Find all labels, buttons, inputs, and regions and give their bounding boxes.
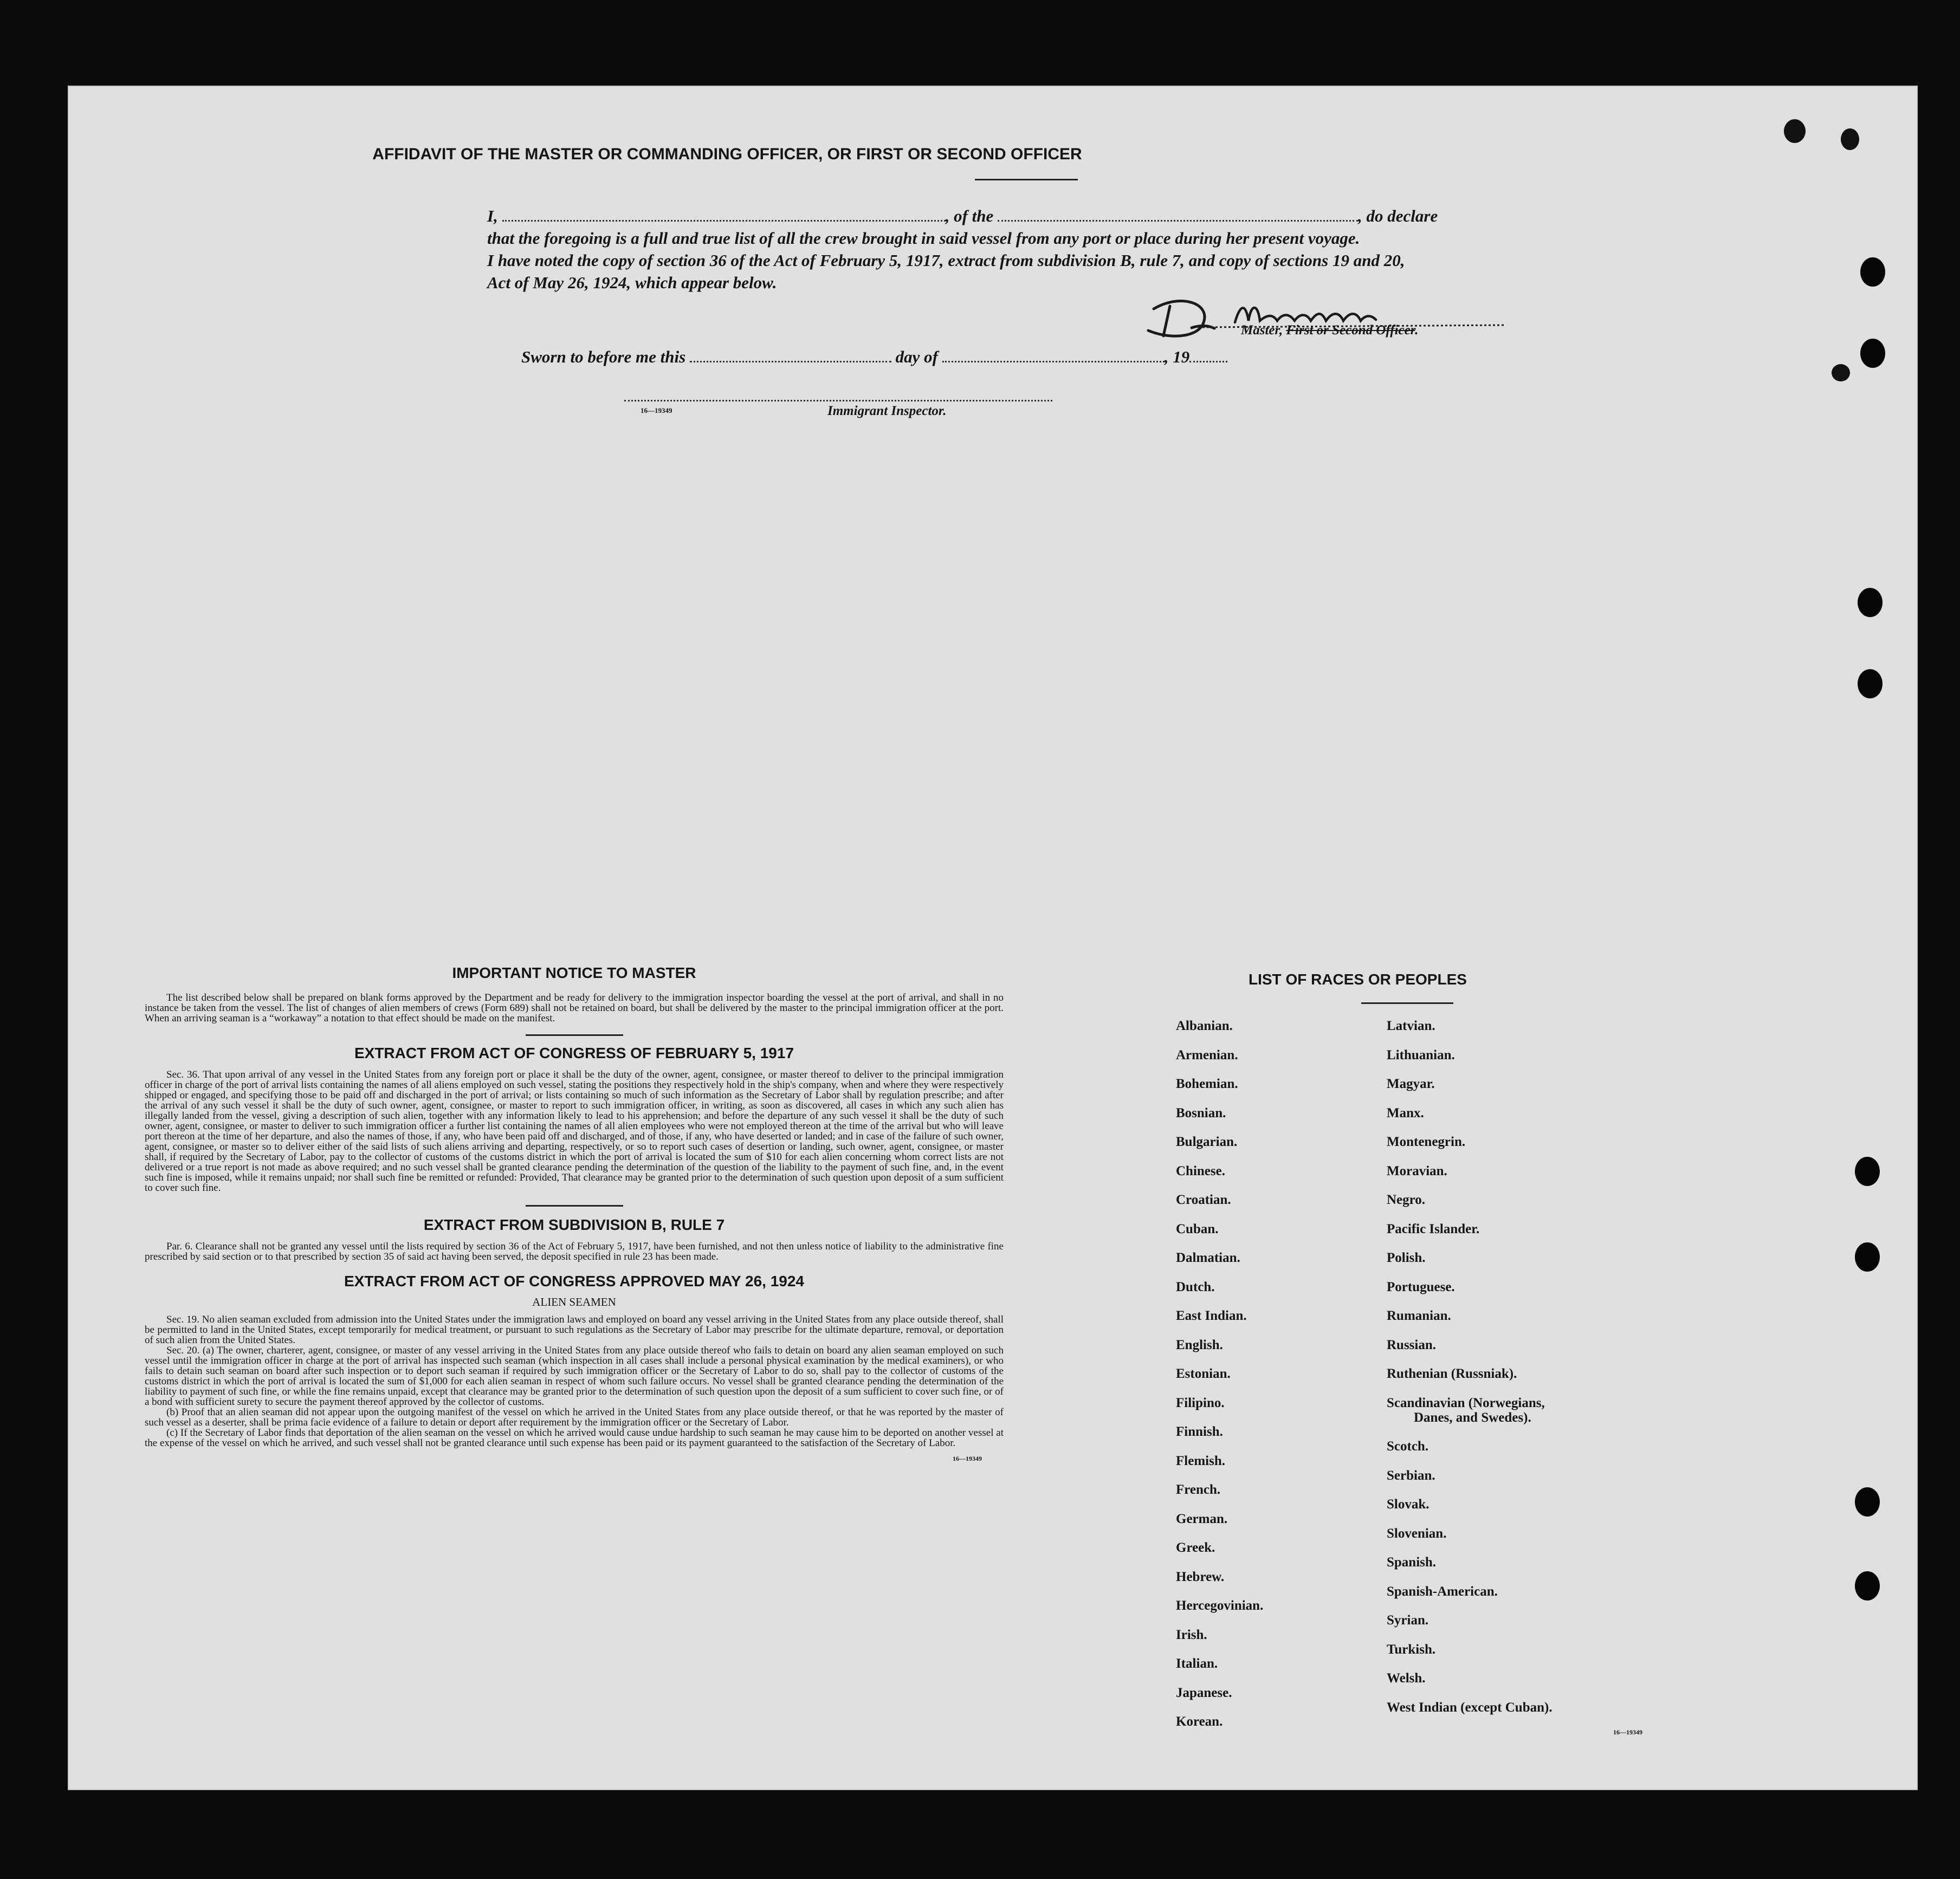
sworn-line	[521, 346, 1227, 368]
affidavit-form-number: 16—19349	[641, 406, 672, 414]
race-item: Negro.	[1387, 1193, 1426, 1207]
race-item: Turkish.	[1387, 1642, 1436, 1657]
race-item: German.	[1176, 1511, 1228, 1526]
declaration-line-4: Act of May 26, 1924, which appear below.	[487, 273, 777, 292]
sworn-day-field[interactable]	[690, 348, 891, 362]
race-item: Rumanian.	[1387, 1308, 1451, 1323]
race-item: Spanish.	[1387, 1555, 1437, 1570]
race-item: Italian.	[1176, 1656, 1218, 1671]
form-sheet	[68, 86, 1918, 1790]
notice-title: IMPORTANT NOTICE TO MASTER	[452, 964, 696, 981]
race-item: Irish.	[1176, 1627, 1207, 1642]
binder-hole	[1855, 1487, 1880, 1517]
race-item: Ruthenian (Russniak).	[1387, 1366, 1517, 1381]
race-item: Slovenian.	[1387, 1526, 1447, 1541]
declaration-line-2: that the foregoing is a full and true list of all the crew brought in said vessel from any port or place during her present voyage.	[487, 229, 1360, 248]
race-item: Polish.	[1387, 1250, 1426, 1265]
race-item: Korean.	[1176, 1714, 1223, 1729]
race-item: Japanese.	[1176, 1685, 1232, 1700]
races-right-column	[1387, 1019, 1723, 1729]
day-of-label: day of	[895, 347, 938, 366]
race-item: Spanish-American.	[1387, 1584, 1498, 1599]
declaration-line-3: I have noted the copy of section 36 of the Act of February 5, 1917, extract from subdivision B, rule 7, and copy of sections 19 and 20,	[487, 251, 1405, 270]
race-item: Filipino.	[1176, 1395, 1225, 1410]
inspector-label: Immigrant Inspector.	[827, 404, 947, 418]
race-item: Finnish.	[1176, 1424, 1223, 1439]
struck-officer-label: First or Second Officer	[1286, 323, 1415, 338]
race-item: English.	[1176, 1337, 1223, 1352]
race-item: Armenian.	[1176, 1047, 1238, 1062]
race-item: Croatian.	[1176, 1193, 1231, 1207]
race-item: Magyar.	[1387, 1077, 1435, 1091]
name-field[interactable]	[502, 207, 946, 222]
race-item: Latvian.	[1387, 1019, 1435, 1033]
race-item: Hercegovinian.	[1176, 1598, 1264, 1613]
notice-section	[145, 964, 1004, 1463]
section-20c: (c) If the Secretary of Labor finds that deportation of the alien seaman on the vessel on which he arrived would cause undue hardship to such seaman he may cause him to be deported on another vessel at the expense of the vessel on which he arrived, and such vessel shall not be granted clearance until such expense has been paid or its payment guaranteed to the satisfaction of the Secretary of Labor.	[145, 1427, 1004, 1449]
race-item: Hebrew.	[1176, 1569, 1225, 1584]
race-item: Flemish.	[1176, 1453, 1225, 1468]
race-item: Dutch.	[1176, 1279, 1215, 1294]
notice-form-number: 16—19349	[953, 1455, 982, 1462]
race-item: Serbian.	[1387, 1468, 1435, 1483]
section-20b: (b) Proof that an alien seaman did not appear upon the outgoing manifest of the vessel on which he arrived in the United States from any place outside thereof, or that he was reported by the master of such vessel as a deserter, shall be prima facie evidence of a failure to detain or deport after requirement by the immigration officer or the Secretary of Labor.	[145, 1407, 1004, 1428]
title-rule	[975, 179, 1078, 180]
race-item: French.	[1176, 1482, 1221, 1497]
ink-speck	[1832, 364, 1850, 381]
extract1-body: Sec. 36. That upon arrival of any vessel in the United States from any foreign port or place it shall be the duty of the owner, agent, consignee, or master thereof to deliver to the principal immigration officer in charge of the port of arrival lists containing the names of all aliens employed on such vessel, stating the positions they respectively hold in the ship's company, when and where they were respectively shipped or engaged, and specifying those to be paid off and discharged in the port of arrival; or lists containing so much of such information as the Secretary of Labor shall by regulation prescribe; and after the arrival of any such vessel it shall be the duty of such owner, agent, consignee, or master to report to such immigration officer, in writing, as soon as discovered, all cases in which any such alien has illegally landed from the vessel, giving a description of such alien, together with any information likely to lead to his apprehension; and before the departure of any such vessel it shall be the duty of such owner, agent, consignee, or master to deliver to such immigration officer a further list containing the names of all alien employees who were not employed thereon at the time of the arrival but who will leave port thereon at the time of her departure, and also the names of those, if any, who have been paid off and discharged, and of those, if any, who have deserted or landed; and in case of the failure of such owner, agent, consignee, or master so to deliver either of the said lists of such aliens arriving and departing, respectively, or so to report such cases of desertion or landing, such owner, agent, consignee, or master shall, if required by the Secretary of Labor, pay to the collector of customs of the customs district in which the port of arrival is located the sum of $10 for each alien concerning whom correct lists are not delivered or a true report is not made as above required; and no such vessel shall be granted clearance pending the determination of the question of the liability to the payment of such fine, and, in the event such fine is imposed, while it remains unpaid; nor shall such fine be remitted or refunded: Provided, That clearance may be granted prior to the determination of such question upon deposit of a sum sufficient to cover such fine.	[145, 1069, 1004, 1194]
section-20a: Sec. 20. (a) The owner, charterer, agent, consignee, or master of any vessel arriving in the United States from any place outside thereof who fails to detain on board any alien seaman employed on such vessel until the immigration officer in charge at the port of arrival has inspected such seaman (which inspection in all cases shall include a personal physical examination by the medical examiners), or who fails to detain such seaman on board after such inspection or to deport such seaman if required by such immigration officer or the Secretary of Labor to do so, shall pay to the collector of customs of the customs district in which the port of arrival is located the sum of $1,000 for each alien seaman in respect of whom such failure occurs. No vessel shall be granted clearance pending the determination of the liability to payment of such fine, or while the fine remains unpaid, except that clearance may be granted prior to the determination of such question upon the deposit of a sum sufficient to cover such fine, or of a bond with sufficient surety to secure the payment thereof approved by the collector of customs.	[145, 1345, 1004, 1408]
section-19: Sec. 19. No alien seaman excluded from admission into the United States under the immigration laws and employed on board any vessel arriving in the United States from any place outside thereof, shall be permitted to land in the United States, except temporarily for medical treatment, or pursuant to such regulations as the Secretary of Labor may prescribe for the ultimate departure, removal, or deportation of such alien from the United States.	[145, 1314, 1004, 1346]
race-item: Chinese.	[1176, 1163, 1225, 1178]
declare-label: , do declare	[1358, 206, 1438, 225]
inspector-signature-line[interactable]	[624, 400, 1052, 401]
race-item: Welsh.	[1387, 1671, 1426, 1686]
extract3-subtitle: ALIEN SEAMEN	[532, 1295, 616, 1308]
race-item: Dalmatian.	[1176, 1250, 1240, 1265]
race-item: Greek.	[1176, 1540, 1215, 1555]
race-item: Bohemian.	[1176, 1077, 1238, 1091]
extract2-title: EXTRACT FROM SUBDIVISION B, RULE 7	[423, 1216, 725, 1233]
notice-rule	[526, 1034, 623, 1036]
race-item: Cuban.	[1176, 1221, 1219, 1236]
race-item: Russian.	[1387, 1337, 1437, 1352]
binder-hole	[1858, 669, 1883, 698]
binder-hole	[1855, 1242, 1880, 1272]
binder-hole	[1858, 588, 1883, 617]
affidavit-title: AFFIDAVIT OF THE MASTER OR COMMANDING OFFICER, OR FIRST OR SECOND OFFICER	[372, 145, 1082, 163]
extract3-title: EXTRACT FROM ACT OF CONGRESS APPROVED MAY 26, 1924	[344, 1273, 804, 1290]
binder-hole	[1855, 1157, 1880, 1186]
races-form-number: 16—19349	[1613, 1728, 1642, 1736]
sworn-month-field[interactable]	[942, 348, 1165, 362]
race-item: Scotch.	[1387, 1439, 1429, 1454]
vessel-field[interactable]	[998, 207, 1358, 222]
race-item: Lithuanian.	[1387, 1047, 1455, 1062]
race-item: Danes, and Swedes).	[1414, 1410, 1531, 1425]
declaration	[487, 205, 1560, 294]
race-item: Scandinavian (Norwegians,	[1387, 1395, 1545, 1410]
extract1-title: EXTRACT FROM ACT OF CONGRESS OF FEBRUARY 5, 1917	[354, 1045, 794, 1061]
race-item: East Indian.	[1176, 1308, 1247, 1323]
races-left-column	[1176, 1019, 1360, 1744]
race-item: Portuguese.	[1387, 1279, 1455, 1294]
race-item: Moravian.	[1387, 1163, 1447, 1178]
ink-speck	[1784, 119, 1806, 143]
binder-hole	[1855, 1571, 1880, 1601]
race-item: Bulgarian.	[1176, 1135, 1238, 1149]
binder-hole	[1860, 339, 1885, 368]
master-label: Master,	[1241, 323, 1283, 338]
ink-speck	[1841, 128, 1859, 150]
race-item: West Indian (except Cuban).	[1387, 1700, 1553, 1715]
races-title: LIST OF RACES OR PEOPLES	[1249, 971, 1467, 988]
i-label: I,	[487, 206, 498, 225]
of-the-label: , of the	[945, 206, 994, 225]
races-rule	[1361, 1002, 1453, 1004]
race-item: Albanian.	[1176, 1019, 1233, 1033]
race-item: Manx.	[1387, 1105, 1424, 1120]
race-item: Slovak.	[1387, 1497, 1429, 1512]
master-title: Master, First or Second Officer.	[1241, 323, 1419, 338]
race-item: Bosnian.	[1176, 1105, 1226, 1120]
year-label: , 19	[1164, 347, 1190, 366]
sworn-label: Sworn to before me this	[521, 347, 686, 366]
extract2-body: Par. 6. Clearance shall not be granted any vessel until the lists required by section 36 of the Act of February 5, 1917, have been furnished, and not then unless notice of liability to the administrative fine prescribed by said section or to that prescribed by section 35 of said act having been served, the deposit specified in rule 23 has been made.	[145, 1241, 1004, 1262]
race-item: Montenegrin.	[1387, 1135, 1466, 1149]
race-item: Pacific Islander.	[1387, 1221, 1480, 1236]
race-item: Syrian.	[1387, 1613, 1429, 1628]
binder-hole	[1860, 257, 1885, 287]
extract1-rule	[526, 1205, 623, 1207]
notice-body: The list described below shall be prepared on blank forms approved by the Department and be ready for delivery to the immigration inspector boarding the vessel at the port of arrival, and shall in no instance be taken from the vessel. The list of changes of alien members of crews (Form 689) shall not be retained on board, but shall be delivered by the master to the principal immigration officer at the port. When an arriving seaman is a “workaway” a notation to that effect should be made on the manifest.	[145, 992, 1004, 1024]
race-item: Estonian.	[1176, 1366, 1231, 1381]
sworn-year-field[interactable]	[1189, 348, 1227, 362]
